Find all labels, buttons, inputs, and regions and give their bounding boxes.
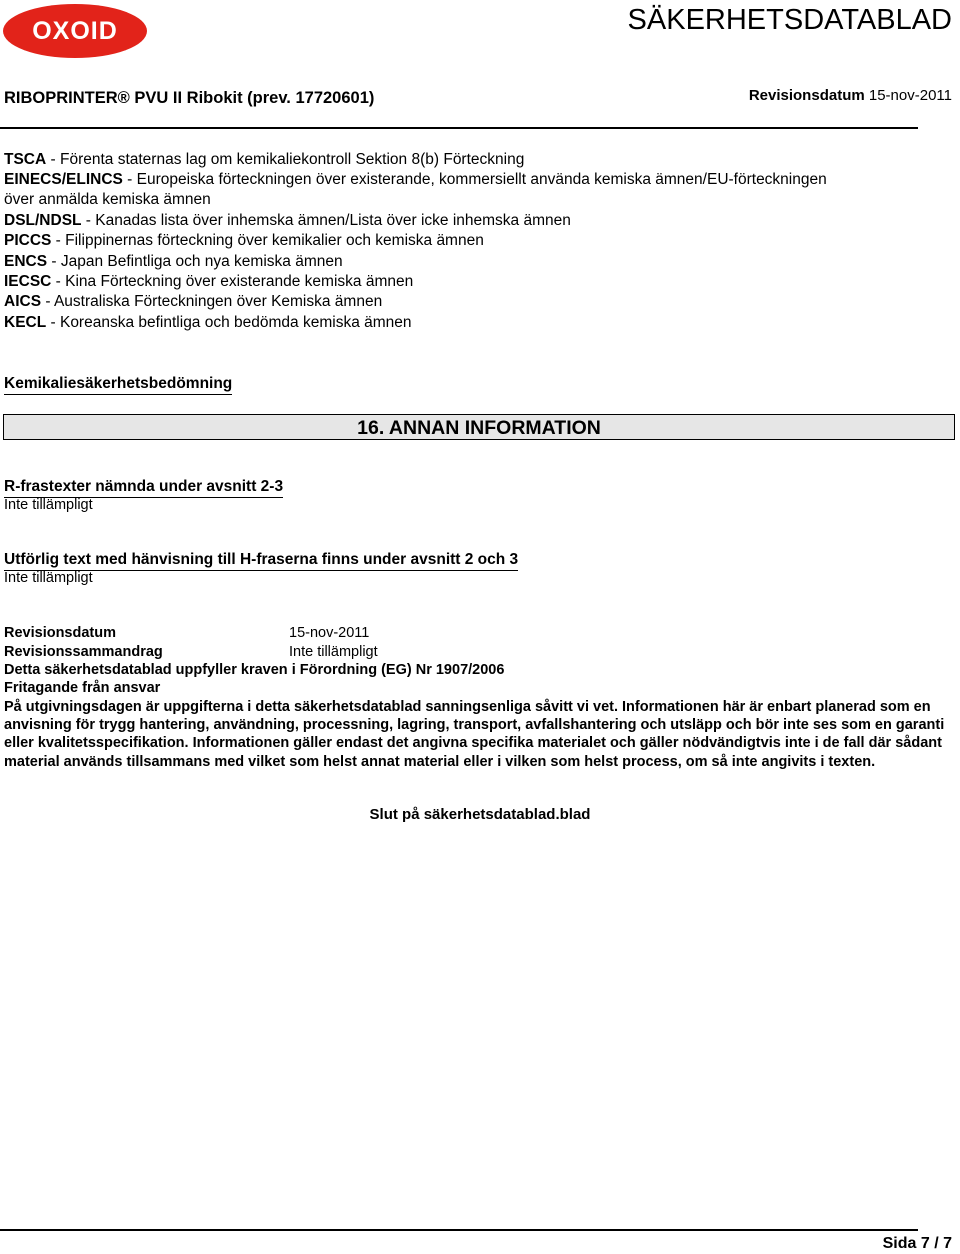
regulatory-abbr: ENCS (4, 253, 48, 270)
regulatory-item (4, 231, 484, 251)
header-revision-label: Revisionsdatum (748, 87, 865, 104)
regulatory-abbr: AICS (4, 293, 42, 310)
regulatory-desc: över anmälda kemiska ämnen (4, 191, 211, 208)
regulatory-desc: - Koreanska befintliga och bedömda kemiska ämnen (46, 314, 412, 331)
section-16-title: 16. ANNAN INFORMATION (3, 414, 955, 440)
header-revision (749, 87, 952, 105)
document-title: SÄKERHETSDATABLAD (627, 4, 952, 36)
regulatory-desc: - Japan Befintliga och nya kemiska ämnen (47, 253, 343, 270)
r-phrases-heading: R-frastexter nämnda under avsnitt 2-3 (4, 478, 283, 498)
regulatory-item (4, 252, 343, 272)
h-phrases-heading: Utförlig text med hänvisning till H-fraserna finns under avsnitt 2 och 3 (4, 551, 518, 571)
chemical-safety-assessment-heading: Kemikaliesäkerhetsbedömning (4, 375, 232, 395)
revision-date-label: Revisionsdatum (4, 625, 116, 641)
footer-divider (0, 1229, 918, 1231)
regulatory-desc: - Kina Förteckning över existerande kemiska ämnen (51, 273, 414, 290)
disclaimer-text: På utgivningsdagen är uppgifterna i detta säkerhetsdatablad sanningsenliga såvitt vi vet. Informationen här är enbart planerad som en anvisning för trygg hantering, användning, processning, lagring, transport, avfallshantering och utsläpp och bör inte ses som en garanti eller kvalitetsspecifikation. Informationen gäller endast det angivna specifika materialet och gäller nödvändigtvis inte i de fall där sådant material används tillsammans med vilket som helst annat material eller i vilken som helst process, om så inte angivits i texten. (4, 699, 945, 770)
regulatory-abbr: IECSC (4, 273, 52, 290)
oxoid-logo (3, 4, 147, 58)
regulatory-abbr: DSL/NDSL (4, 212, 82, 229)
revision-date-value: 15-nov-2011 (289, 625, 370, 641)
regulatory-item (4, 272, 413, 292)
regulatory-desc: - Australiska Förteckningen över Kemiska ämnen (41, 293, 383, 310)
regulatory-item (4, 170, 827, 190)
logo-text: OXOID (32, 16, 118, 45)
regulatory-item (4, 313, 412, 333)
header-divider (0, 127, 918, 129)
regulatory-item (4, 292, 382, 312)
revision-summary-value: Inte tillämpligt (289, 644, 378, 660)
regulatory-item (4, 150, 524, 170)
compliance-statement: Detta säkerhetsdatablad uppfyller kraven i Förordning (EG) Nr 1907/2006 (4, 662, 505, 678)
header-revision-date: 15-nov-2011 (868, 87, 952, 104)
page-number (883, 1234, 952, 1254)
product-name: RIBOPRINTER® PVU II Ribokit (prev. 17720601) (4, 89, 375, 107)
regulatory-desc: - Filippinernas förteckning över kemikalier och kemiska ämnen (51, 232, 484, 249)
regulatory-abbr: TSCA (4, 151, 47, 168)
page-label: Sida (882, 1235, 917, 1252)
page-value: 7 / 7 (920, 1235, 952, 1252)
regulatory-desc: - Kanadas lista över inhemska ämnen/Lista över icke inhemska ämnen (81, 212, 571, 229)
end-of-document-note: Slut på säkerhetsdatablad.blad (369, 806, 591, 823)
revision-summary-label: Revisionssammandrag (4, 644, 163, 660)
regulatory-item (4, 211, 571, 231)
r-phrases-value: Inte tillämpligt (4, 497, 93, 513)
h-phrases-value: Inte tillämpligt (4, 570, 93, 586)
regulatory-item (4, 190, 211, 210)
regulatory-desc: - Förenta staternas lag om kemikaliekontroll Sektion 8(b) Förteckning (46, 151, 525, 168)
regulatory-abbr: PICCS (4, 232, 52, 249)
disclaimer-heading: Fritagande från ansvar (4, 680, 161, 696)
regulatory-abbr: KECL (4, 314, 47, 331)
regulatory-desc: - Europeiska förteckningen över existerande, kommersiellt använda kemiska ämnen/EU-förteckningen (122, 171, 827, 188)
regulatory-abbr: EINECS/ELINCS (4, 171, 123, 188)
